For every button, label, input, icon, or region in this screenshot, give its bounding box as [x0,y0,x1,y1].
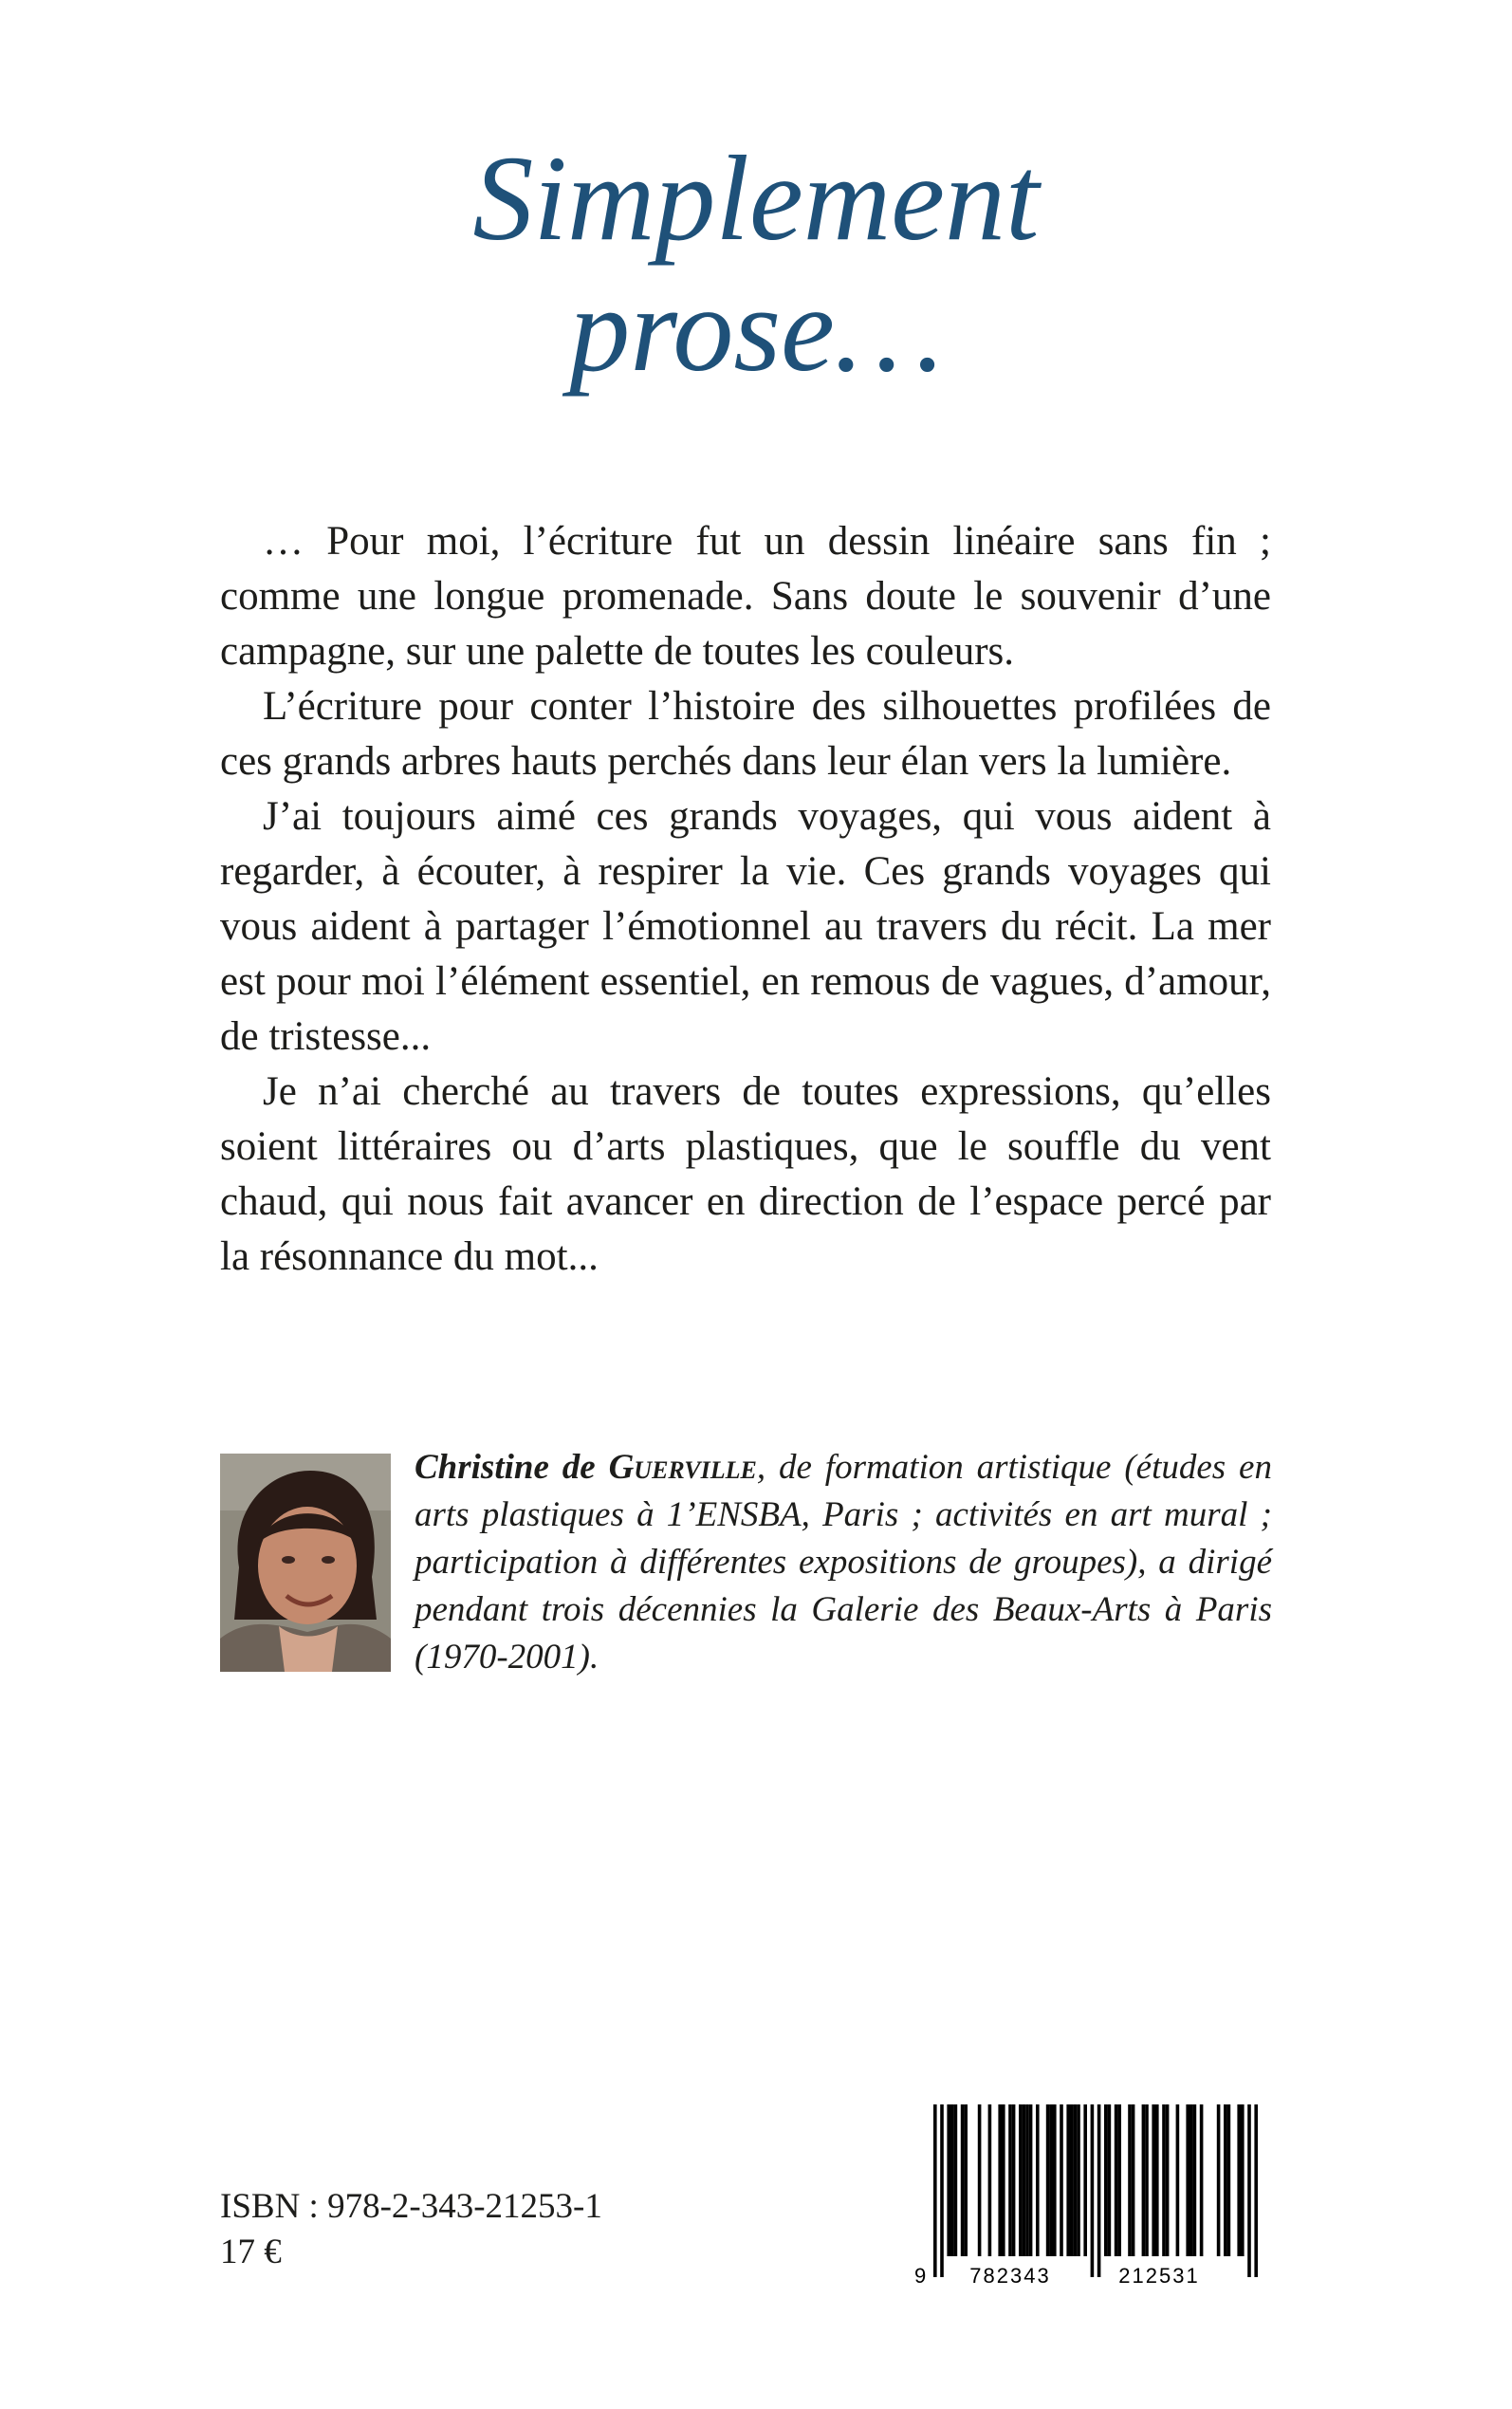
blurb-paragraph: J’ai toujours aimé ces grands voyages, qui vous aident à regarder, à écouter, à respirer la vie. Ces grands voyages qui vous aident à partager l’émotionnel au travers du récit. La mer est pour moi l’élément essentiel, en remous de vagues, d’amour, de tristesse... [220,794,1271,1059]
barcode-bar [1002,2104,1005,2256]
barcode-first-digit: 9 [914,2264,927,2287]
barcode-bar [1083,2104,1087,2256]
barcode-bar [1023,2104,1026,2256]
barcode-bar [1019,2104,1023,2256]
book-title [0,133,1512,395]
barcode-bar [1008,2104,1012,2256]
barcode-bar [1128,2104,1132,2256]
barcode-bar [1186,2104,1189,2256]
barcode-bar [1029,2104,1033,2256]
barcode-bar [964,2104,968,2256]
barcode-bar [1115,2104,1118,2256]
author-first-name: Christine de [415,1448,609,1487]
blurb-paragraph: … Pour moi, l’écriture fut un dessin linéaire sans fin ; comme une longue promenade. Sans doute le souvenir d’une campagne, sur une palette de toutes les couleurs. [220,519,1271,674]
isbn-barcode [911,2104,1275,2287]
barcode-bar [950,2104,954,2256]
author-photo [220,1454,391,1672]
barcode-bar [933,2104,937,2277]
barcode-bar [1077,2104,1080,2256]
barcode-bar [1254,2104,1258,2277]
author-portrait-image [220,1454,391,1672]
barcode-bar [1189,2104,1193,2256]
barcode-bar [1193,2104,1197,2256]
barcode-bar [1162,2104,1166,2256]
barcode-bar [988,2104,992,2256]
barcode-bar [1200,2104,1204,2256]
barcode-bar [1091,2104,1095,2277]
blurb-paragraph: Je n’ai cherché au travers de toutes expressions, qu’elles soient littéraires ou d’arts plastiques, que le souffle du vent chaud, qui nous fait avancer en direction de l’espace percé par la résonnance du mot... [220,1069,1271,1279]
barcode-bar [1012,2104,1016,2256]
barcode-bar [1053,2104,1057,2256]
barcode-bar [1247,2104,1251,2277]
title-line-2: prose… [569,262,943,397]
barcode-bar [1227,2104,1231,2256]
barcode-bar [998,2104,1002,2256]
barcode-bar [954,2104,958,2256]
barcode-bar [1224,2104,1227,2256]
barcode-bar [1074,2104,1078,2256]
barcode-bar [1176,2104,1180,2256]
barcode-left-digits: 782343 [969,2264,1051,2287]
barcode-bar [1049,2104,1053,2256]
barcode-bar [1237,2104,1241,2256]
barcode-bar [978,2104,982,2256]
barcode-bar [1097,2104,1101,2277]
barcode-bar [1108,2104,1112,2256]
blurb-paragraph: L’écriture pour conter l’histoire des silhouettes profilées de ces grands arbres hauts perchés dans leur élan vers la lumière. [220,684,1271,784]
barcode-bar [1066,2104,1070,2256]
barcode-bar [1025,2104,1029,2256]
barcode-bar [940,2104,944,2277]
barcode-bar [1070,2104,1074,2256]
barcode-bar [947,2104,950,2256]
blurb-text [220,514,1271,1285]
barcode-right-digits: 212531 [1118,2264,1200,2287]
barcode-bar [1145,2104,1149,2256]
barcode-bar [1142,2104,1146,2256]
barcode-bar [1060,2104,1063,2256]
barcode-bar [1241,2104,1245,2256]
author-last-name: Guerville [608,1448,757,1487]
barcode-bar [1132,2104,1135,2256]
barcode-bar [1036,2104,1040,2256]
title-line-1: Simplement [472,131,1040,266]
barcode-bar [1217,2104,1221,2256]
author-bio-text: , de formation artistique (études en arts plastiques à 1’ENSBA, Paris ; activités en art mural ; participation à différentes expositions de groupes), a dirigé pendant trois décennies la Galerie des Beaux-Arts à Paris (1970-2001). [415,1448,1272,1677]
barcode-bar [1152,2104,1155,2256]
barcode-bar [1046,2104,1050,2256]
isbn-label: ISBN : 978-2-343-21253-1 [220,2187,602,2226]
barcode-bars [933,2104,1258,2277]
price-label: 17 € [220,2233,282,2271]
barcode-bar [1155,2104,1159,2256]
barcode-bar [1104,2104,1108,2256]
author-bio [415,1444,1272,1681]
barcode-bar [1166,2104,1170,2256]
barcode-bar [1117,2104,1121,2256]
barcode-bar [961,2104,965,2256]
